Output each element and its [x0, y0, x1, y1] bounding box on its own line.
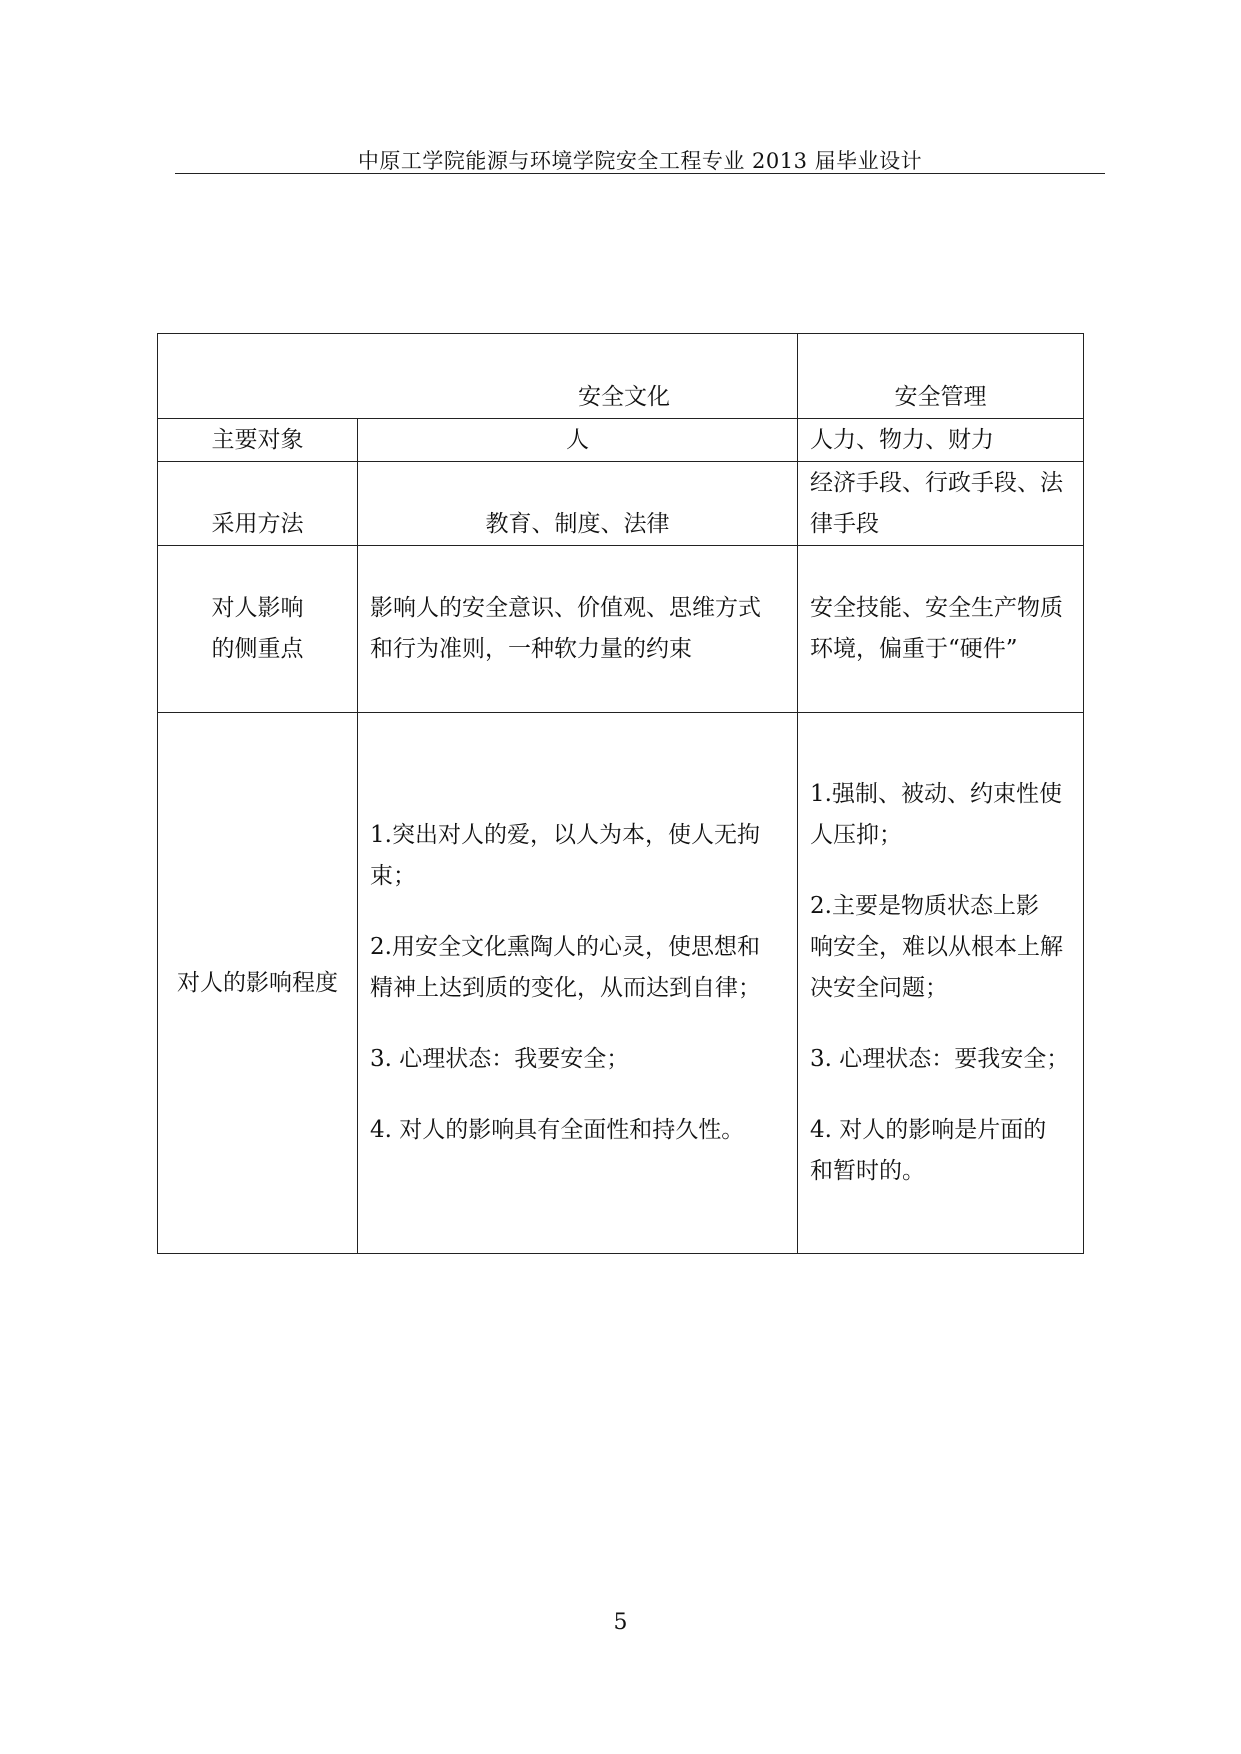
degree-management-item-1-line-1: 1.强制、被动、约束性使	[810, 781, 1062, 807]
method-management-line-2: 律手段	[810, 510, 879, 537]
degree-culture-item-2	[370, 927, 785, 1009]
table-row-degree	[158, 713, 1084, 1254]
degree-management-item-2	[810, 886, 1071, 1009]
degree-management-item-4	[810, 1110, 1071, 1192]
cell-focus-management	[798, 546, 1084, 713]
cell-method-management	[798, 462, 1084, 546]
header-cell-culture	[158, 334, 798, 419]
header-cell-management	[798, 334, 1084, 419]
degree-culture-item-4: 4. 对人的影响具有全面性和持久性。	[370, 1117, 745, 1143]
table-row-object	[158, 419, 1084, 462]
row-label-method: 采用方法	[158, 462, 358, 546]
cell-focus-culture	[358, 546, 798, 713]
focus-management-line-2: 环境，偏重于“硬件”	[810, 636, 1018, 662]
cell-degree-management	[798, 713, 1084, 1254]
degree-culture-item-2-line-2: 精神上达到质的变化，从而达到自律；	[370, 975, 761, 1001]
degree-management-item-3: 3. 心理状态：要我安全；	[810, 1046, 1070, 1072]
focus-culture-line-1: 影响人的安全意识、价值观、思维方式	[370, 595, 761, 621]
header-divider	[175, 173, 1105, 174]
page-header: 中原工学院能源与环境学院安全工程专业 2013 届毕业设计	[357, 149, 923, 173]
cell-degree-culture	[358, 713, 798, 1254]
degree-management-item-1	[810, 774, 1071, 856]
degree-culture-item-1	[370, 815, 785, 897]
focus-management-line-1: 安全技能、安全生产物质	[810, 595, 1063, 621]
table-row-method	[158, 462, 1084, 546]
row-label-object: 主要对象	[158, 419, 358, 462]
degree-management-item-1-line-2: 人压抑；	[810, 822, 902, 848]
page-number: 5	[613, 1610, 628, 1635]
header-management-label: 安全管理	[894, 384, 987, 410]
header-culture-label: 安全文化	[578, 384, 670, 410]
degree-culture-item-2-line-1: 2.用安全文化熏陶人的心灵，使思想和	[370, 934, 760, 960]
cell-object-culture: 人	[358, 419, 798, 462]
degree-culture-item-3: 3. 心理状态：我要安全；	[370, 1046, 630, 1072]
cell-method-culture: 教育、制度、法律	[358, 462, 798, 546]
degree-management-item-2-line-3: 决安全问题；	[810, 975, 948, 1001]
cell-object-management: 人力、物力、财力	[798, 419, 1084, 462]
row-label-degree: 对人的影响程度	[158, 713, 358, 1254]
degree-culture-item-1-line-2: 束；	[370, 863, 416, 889]
focus-label-line-2: 的侧重点	[211, 636, 304, 662]
degree-management-item-2-line-2: 响安全，难以从根本上解	[810, 934, 1063, 960]
table-header-row	[158, 334, 1084, 419]
focus-label-line-1: 对人影响	[211, 595, 304, 621]
method-management-line-1: 经济手段、行政手段、法	[810, 469, 1063, 496]
focus-culture-line-2: 和行为准则，一种软力量的约束	[370, 636, 692, 662]
degree-culture-item-1-line-1: 1.突出对人的爱，以人为本，使人无拘	[370, 822, 760, 848]
row-label-focus	[158, 546, 358, 713]
degree-management-item-4-line-2: 和暂时的。	[810, 1158, 925, 1184]
comparison-table	[157, 333, 1084, 1254]
degree-management-item-4-line-1: 4. 对人的影响是片面的	[810, 1117, 1047, 1143]
degree-management-item-2-line-1: 2.主要是物质状态上影	[810, 893, 1039, 919]
table-row-focus	[158, 546, 1084, 713]
